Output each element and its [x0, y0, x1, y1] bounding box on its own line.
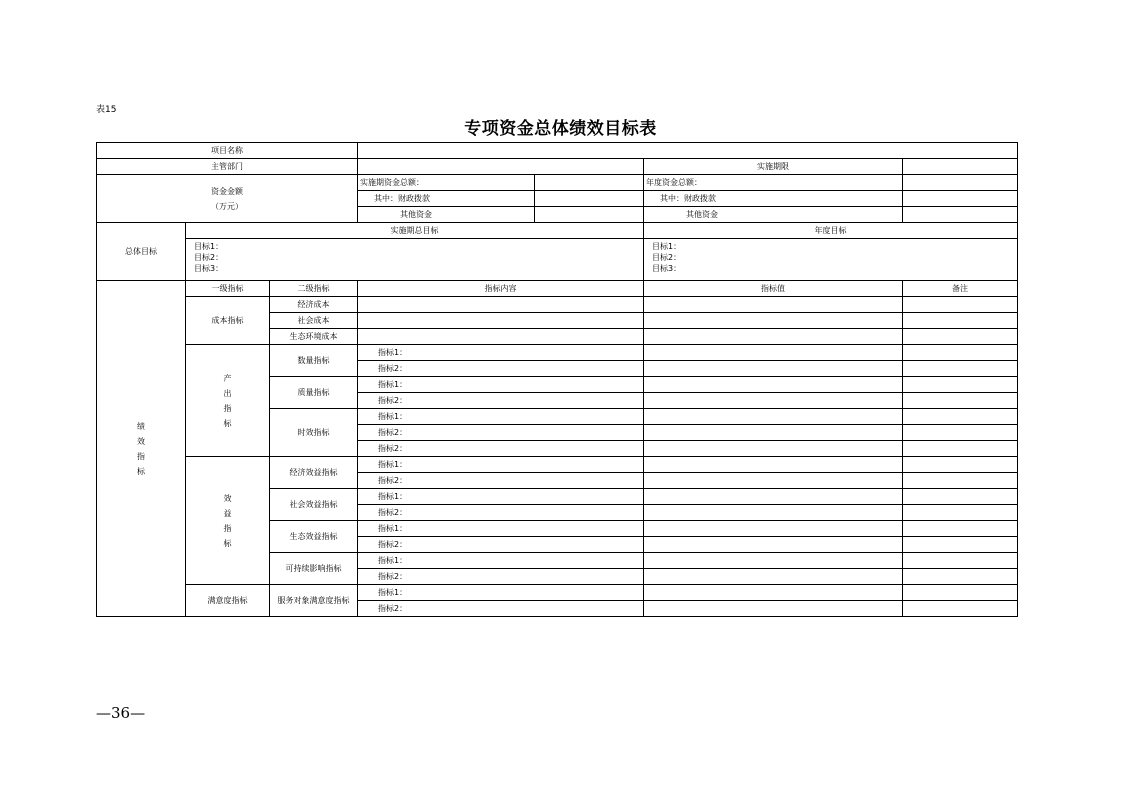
period-value[interactable]	[903, 159, 1018, 175]
indicator-item[interactable]: 指标2：	[358, 425, 644, 441]
table-number: 表15	[96, 105, 117, 115]
table-row	[97, 143, 1018, 159]
annual-fiscal-value[interactable]	[903, 191, 1018, 207]
indicator-item[interactable]: 指标1：	[358, 521, 644, 537]
annual-total-label: 年度资金总额：	[644, 175, 903, 191]
indicator-item[interactable]: 指标1：	[358, 585, 644, 601]
col-content-header: 指标内容	[358, 281, 644, 297]
col-remark-header: 备注	[903, 281, 1018, 297]
period-goal-header: 实施期总目标	[186, 223, 644, 239]
indicator-item[interactable]: 指标1：	[358, 345, 644, 361]
col-level2-header: 二级指标	[270, 281, 358, 297]
funds-label: 资金金额 （万元）	[97, 175, 358, 223]
period-other-label: 其他资金	[358, 207, 535, 223]
satisfaction-indicator-label: 满意度指标	[186, 585, 270, 617]
annual-other-value[interactable]	[903, 207, 1018, 223]
department-value[interactable]	[358, 159, 644, 175]
indicator-item[interactable]: 指标1：	[358, 377, 644, 393]
period-fiscal-value[interactable]	[535, 191, 644, 207]
page-title: 专项资金总体绩效目标表	[464, 119, 657, 139]
period-total-value[interactable]	[535, 175, 644, 191]
eco-cost-label: 生态环境成本	[270, 329, 358, 345]
period-other-value[interactable]	[535, 207, 644, 223]
period-goals-cell[interactable]: 目标1： 目标2： 目标3：	[186, 239, 644, 281]
table-row	[97, 457, 1018, 473]
ecological-benefit-label: 生态效益指标	[270, 521, 358, 553]
economic-cost-label: 经济成本	[270, 297, 358, 313]
indicator-item[interactable]: 指标1：	[358, 553, 644, 569]
table-row	[97, 239, 1018, 281]
period-total-label: 实施期资金总额：	[358, 175, 535, 191]
indicator-item[interactable]: 指标2：	[358, 361, 644, 377]
benefit-indicator-label: 效 益 指 标	[186, 457, 270, 585]
project-name-label: 项目名称	[97, 143, 358, 159]
timeliness-indicator-label: 时效指标	[270, 409, 358, 457]
performance-goal-table	[96, 142, 1018, 617]
table-row	[97, 159, 1018, 175]
overall-goal-label: 总体目标	[97, 223, 186, 281]
indicator-item[interactable]: 指标1：	[358, 457, 644, 473]
indicator-item[interactable]: 指标2：	[358, 505, 644, 521]
col-value-header: 指标值	[644, 281, 903, 297]
table-row	[97, 223, 1018, 239]
table-row	[97, 281, 1018, 297]
table-row	[97, 585, 1018, 601]
indicator-item[interactable]: 指标2：	[358, 441, 644, 457]
quality-indicator-label: 质量指标	[270, 377, 358, 409]
indicator-item[interactable]: 指标2：	[358, 537, 644, 553]
indicator-item[interactable]: 指标2：	[358, 393, 644, 409]
annual-other-label: 其他资金	[644, 207, 903, 223]
indicator-item[interactable]: 指标2：	[358, 473, 644, 489]
social-cost-label: 社会成本	[270, 313, 358, 329]
cost-indicator-label: 成本指标	[186, 297, 270, 345]
period-label: 实施期限	[644, 159, 903, 175]
quantity-indicator-label: 数量指标	[270, 345, 358, 377]
page-number: —36—	[96, 704, 146, 722]
indicator-item[interactable]: 指标1：	[358, 489, 644, 505]
output-indicator-label: 产 出 指 标	[186, 345, 270, 457]
indicator-item[interactable]: 指标2：	[358, 569, 644, 585]
annual-goals-cell[interactable]: 目标1： 目标2： 目标3：	[644, 239, 1018, 281]
service-satisfaction-label: 服务对象满意度指标	[270, 585, 358, 617]
indicator-item[interactable]: 指标2：	[358, 601, 644, 617]
indicator-item[interactable]: 指标1：	[358, 409, 644, 425]
annual-goal-header: 年度目标	[644, 223, 1018, 239]
sustainable-impact-label: 可持续影响指标	[270, 553, 358, 585]
period-fiscal-label: 其中：财政拨款	[358, 191, 535, 207]
project-name-value[interactable]	[358, 143, 1018, 159]
table-row	[97, 297, 1018, 313]
indicators-section-label: 绩 效 指 标	[97, 281, 186, 617]
social-benefit-label: 社会效益指标	[270, 489, 358, 521]
table-row	[97, 345, 1018, 361]
annual-fiscal-label: 其中：财政拨款	[644, 191, 903, 207]
economic-benefit-label: 经济效益指标	[270, 457, 358, 489]
annual-total-value[interactable]	[903, 175, 1018, 191]
col-level1-header: 一级指标	[186, 281, 270, 297]
table-row	[97, 175, 1018, 191]
department-label: 主管部门	[97, 159, 358, 175]
